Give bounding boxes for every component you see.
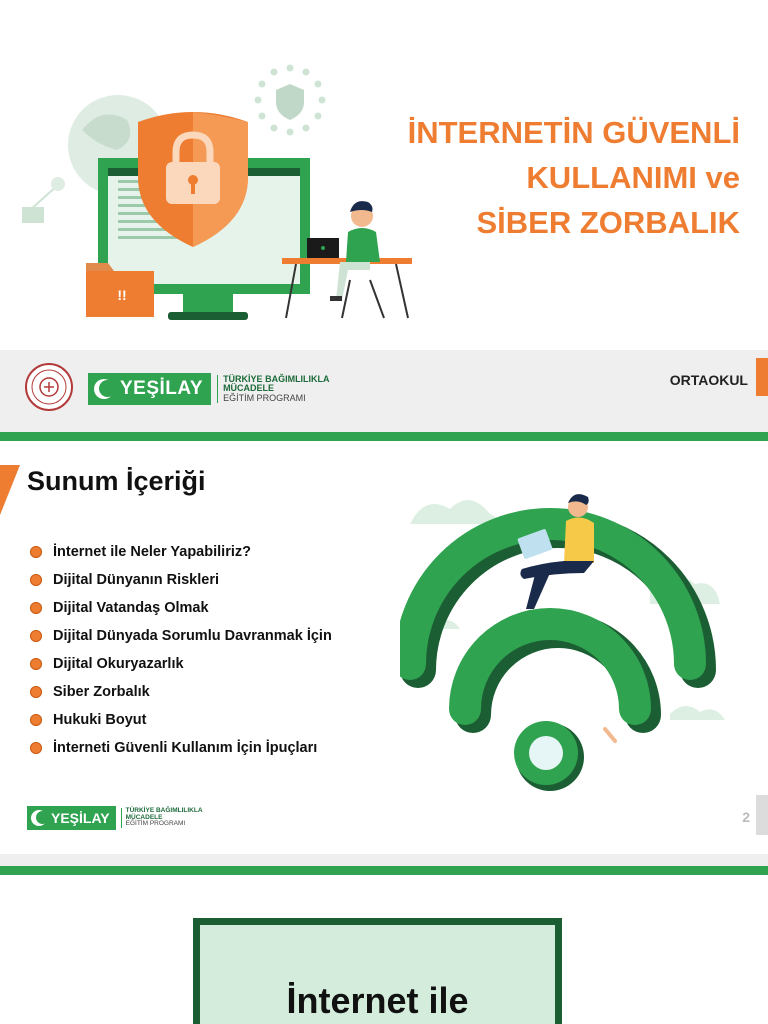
list-item-label: Dijital Vatandaş Olmak xyxy=(53,600,209,616)
bullet-icon xyxy=(30,546,42,558)
ministry-seal-logo xyxy=(24,362,74,412)
security-illustration xyxy=(0,0,420,335)
bullet-icon xyxy=(30,602,42,614)
yesilay-logo xyxy=(88,373,330,405)
gray-tab xyxy=(756,795,768,835)
section-slide xyxy=(0,875,768,1024)
contents-slide xyxy=(0,441,768,866)
divider-line xyxy=(0,866,768,875)
section-box xyxy=(193,918,562,1024)
bullet-icon xyxy=(30,630,42,642)
list-item xyxy=(30,622,332,650)
yesilay-sub-line-3: EĞİTİM PROGRAMI xyxy=(125,820,186,828)
list-item xyxy=(30,678,332,706)
list-item-label: İnterneti Güvenli Kullanım İçin İpuçları xyxy=(53,740,318,756)
list-item-label: Siber Zorbalık xyxy=(53,684,150,700)
bullet-icon xyxy=(30,658,42,670)
wifi-illustration xyxy=(400,489,760,799)
folder-mark: !! xyxy=(117,287,127,303)
orange-accent xyxy=(0,465,20,515)
yesilay-sub-line-1: TÜRKİYE BAĞIMLILIKLA xyxy=(125,806,203,814)
yesilay-logo xyxy=(27,806,203,830)
bullet-icon xyxy=(30,714,42,726)
title-slide xyxy=(0,0,768,432)
title-line-1: İNTERNETİN GÜVENLİ xyxy=(407,115,740,150)
contents-list xyxy=(30,538,332,762)
title-line-3: SİBER ZORBALIK xyxy=(476,205,740,240)
title-line-2: KULLANIMI ve xyxy=(526,160,740,195)
yesilay-sub-line-2: MÜCADELE xyxy=(223,383,275,394)
list-item-label: İnternet ile Neler Yapabiliriz? xyxy=(53,544,251,560)
section-heading: İnternet ile xyxy=(286,980,469,1021)
list-item xyxy=(30,734,332,762)
divider-line xyxy=(0,432,768,441)
list-item-label: Hukuki Boyut xyxy=(53,712,147,728)
level-label: ORTAOKUL xyxy=(669,372,748,388)
list-item xyxy=(30,594,332,622)
list-item xyxy=(30,706,332,734)
bullet-icon xyxy=(30,742,42,754)
page-number: 2 xyxy=(742,809,750,825)
bullet-icon xyxy=(30,574,42,586)
slide-title: Sunum İçeriği xyxy=(27,466,206,496)
yesilay-sub-line-1: TÜRKİYE BAĞIMLILIKLA xyxy=(223,373,330,384)
yesilay-brand: YEŞİLAY xyxy=(120,378,204,399)
presentation-title xyxy=(408,110,740,245)
orange-tab xyxy=(756,358,768,396)
list-item-label: Dijital Dünyanın Riskleri xyxy=(53,572,219,588)
yesilay-brand: YEŞİLAY xyxy=(51,810,110,826)
list-item-label: Dijital Dünyada Sorumlu Davranmak İçin xyxy=(53,628,332,644)
bullet-icon xyxy=(30,686,42,698)
crescent-icon xyxy=(92,377,116,401)
list-item xyxy=(30,566,332,594)
yesilay-sub-line-2: MÜCADELE xyxy=(125,813,163,821)
list-item xyxy=(30,538,332,566)
footer-band xyxy=(0,854,768,866)
yesilay-sub-line-3: EĞİTİM PROGRAMI xyxy=(223,392,306,403)
list-item-label: Dijital Okuryazarlık xyxy=(53,656,184,672)
list-item xyxy=(30,650,332,678)
crescent-icon xyxy=(30,809,48,827)
